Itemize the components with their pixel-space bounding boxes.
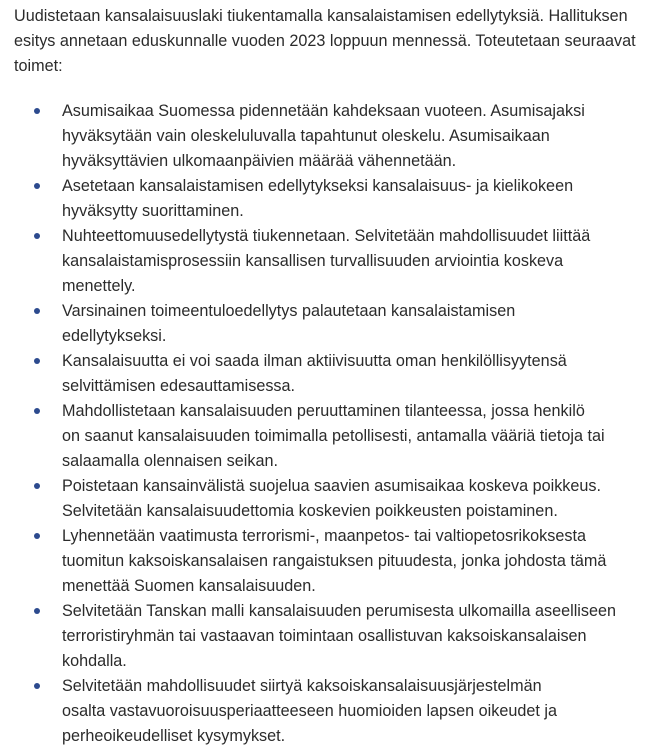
bullet-icon xyxy=(34,683,40,689)
list-item-text: Asetetaan kansalaistamisen edellytykseksi kansalaisuus- ja kielikokeen hyväksytty suorittaminen. xyxy=(62,177,574,220)
measures-list xyxy=(14,99,654,749)
list-item-text: Selvitetään mahdollisuudet siirtyä kaksoiskansalaisuusjärjestelmän osalta vastavuoroisuusperiaatteeseen huomioiden lapsen oikeudet ja perheoikeudelliset kysymykset. xyxy=(62,677,557,745)
bullet-icon xyxy=(34,408,40,414)
intro-paragraph: Uudistetaan kansalaisuuslaki tiukentamalla kansalaistamisen edellytyksiä. Hallituksen esitys annetaan eduskunnalle vuoden 2023 loppuun mennessä. Toteutetaan seuraavat toimet: xyxy=(14,7,636,75)
bullet-icon xyxy=(34,608,40,614)
bullet-icon xyxy=(34,358,40,364)
list-item-text: Selvitetään Tanskan malli kansalaisuuden perumisesta ulkomailla aseelliseen terroristiryhmän tai vastaavan toimintaan osallistuvan kaksoiskansalaisen kohdalla. xyxy=(62,602,616,670)
list-item-text: Varsinainen toimeentuloedellytys palautetaan kansalaistamisen edellytykseksi. xyxy=(62,302,516,345)
list-item-text: Poistetaan kansainvälistä suojelua saavien asumisaikaa koskeva poikkeus. Selvitetään kansalaisuudettomia koskevien poikkeusten poistaminen. xyxy=(62,477,601,520)
list-item xyxy=(14,224,654,299)
bullet-icon xyxy=(34,308,40,314)
list-item xyxy=(14,674,654,749)
list-item-text: Mahdollistetaan kansalaisuuden peruuttaminen tilanteessa, jossa henkilö on saanut kansalaisuuden toimimalla petollisesti, antamalla vääriä tietoja tai salaamalla olennaisen seikan. xyxy=(62,402,605,470)
list-item xyxy=(14,174,654,224)
list-item-text: Lyhennetään vaatimusta terrorismi-, maanpetos- tai valtiopetosrikoksesta tuomitun kaksoiskansalaisen rangaistuksen pituudesta, jonka johdosta tämä menettää Suomen kansalaisuuden. xyxy=(62,527,607,595)
bullet-icon xyxy=(34,233,40,239)
bullet-icon xyxy=(34,183,40,189)
list-item xyxy=(14,99,654,174)
list-item-text: Kansalaisuutta ei voi saada ilman aktiivisuutta oman henkilöllisyytensä selvittämisen edesauttamisessa. xyxy=(62,352,567,395)
bullet-icon xyxy=(34,108,40,114)
document-body xyxy=(14,4,654,745)
list-item-text: Nuhteettomuusedellytystä tiukennetaan. Selvitetään mahdollisuudet liittää kansalaistamisprosessiin kansallisen turvallisuuden arviointia koskeva menettely. xyxy=(62,227,591,295)
list-item xyxy=(14,399,654,474)
bullet-icon xyxy=(34,533,40,539)
list-item xyxy=(14,474,654,524)
list-item xyxy=(14,299,654,349)
bullet-icon xyxy=(34,483,40,489)
list-item xyxy=(14,599,654,674)
list-item xyxy=(14,349,654,399)
list-item xyxy=(14,524,654,599)
list-item-text: Asumisaikaa Suomessa pidennetään kahdeksaan vuoteen. Asumisajaksi hyväksytään vain oleskeluluvalla tapahtunut oleskelu. Asumisaikaan hyväksyttävien ulkomaanpäivien määrää vähennetään. xyxy=(62,102,585,170)
